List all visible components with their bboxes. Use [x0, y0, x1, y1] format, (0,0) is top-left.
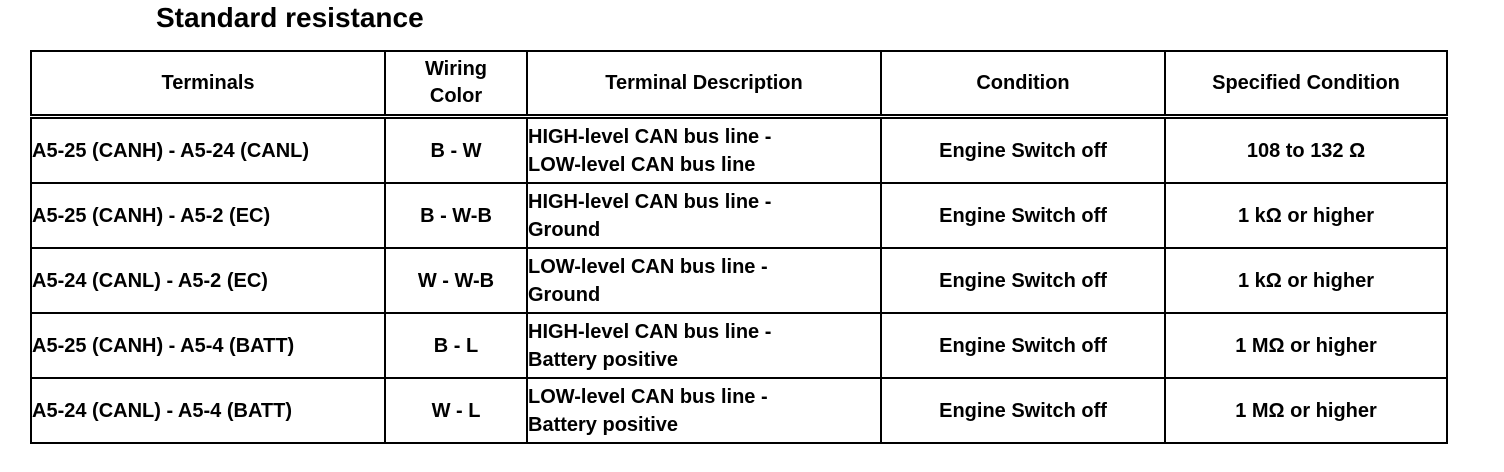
specified-condition-cell: 1 MΩ or higher [1165, 313, 1447, 378]
table-row [31, 117, 1447, 184]
terminals-cell: A5-25 (CANH) - A5-24 (CANL) [31, 117, 385, 184]
specified-condition-cell: 1 MΩ or higher [1165, 378, 1447, 443]
terminals-cell: A5-24 (CANL) - A5-4 (BATT) [31, 378, 385, 443]
specified-condition-cell: 1 kΩ or higher [1165, 248, 1447, 313]
header-wiring-color-line2: Color [429, 85, 483, 107]
table-row [31, 248, 1447, 313]
description-cell [527, 117, 881, 184]
condition-cell: Engine Switch off [881, 117, 1165, 184]
description-line2: Ground [528, 283, 601, 306]
description-line2: Ground [528, 218, 601, 241]
description-cell [527, 378, 881, 443]
condition-cell: Engine Switch off [881, 183, 1165, 248]
wiring-color-cell: B - L [385, 313, 527, 378]
description-line2: LOW-level CAN bus line [528, 153, 756, 176]
wiring-color-cell: W - L [385, 378, 527, 443]
condition-cell: Engine Switch off [881, 313, 1165, 378]
header-terminal-description: Terminal Description [527, 51, 881, 117]
table-row [31, 378, 1447, 443]
description-line2: Battery positive [528, 413, 679, 436]
description-line1: HIGH-level CAN bus line - [528, 190, 772, 213]
terminals-cell: A5-25 (CANH) - A5-2 (EC) [31, 183, 385, 248]
table-row [31, 313, 1447, 378]
wiring-color-cell: B - W-B [385, 183, 527, 248]
header-wiring-color [385, 51, 527, 117]
description-line1: HIGH-level CAN bus line - [528, 320, 772, 343]
description-line1: LOW-level CAN bus line - [528, 255, 768, 278]
wiring-color-cell: B - W [385, 117, 527, 184]
description-cell [527, 248, 881, 313]
description-line2: Battery positive [528, 348, 679, 371]
description-line1: LOW-level CAN bus line - [528, 385, 768, 408]
table-row [31, 183, 1447, 248]
header-specified-condition: Specified Condition [1165, 51, 1447, 117]
specified-condition-cell: 1 kΩ or higher [1165, 183, 1447, 248]
description-cell [527, 313, 881, 378]
header-row [31, 51, 1447, 117]
terminals-cell: A5-25 (CANH) - A5-4 (BATT) [31, 313, 385, 378]
header-wiring-color-line1: Wiring [424, 58, 488, 80]
page-title: Standard resistance [156, 2, 424, 33]
specified-condition-cell: 108 to 132 Ω [1165, 117, 1447, 184]
wiring-color-cell: W - W-B [385, 248, 527, 313]
header-terminals: Terminals [31, 51, 385, 117]
description-line1: HIGH-level CAN bus line - [528, 125, 772, 148]
condition-cell: Engine Switch off [881, 248, 1165, 313]
header-condition: Condition [881, 51, 1165, 117]
terminals-cell: A5-24 (CANL) - A5-2 (EC) [31, 248, 385, 313]
description-cell [527, 183, 881, 248]
condition-cell: Engine Switch off [881, 378, 1165, 443]
resistance-table [30, 50, 1448, 444]
